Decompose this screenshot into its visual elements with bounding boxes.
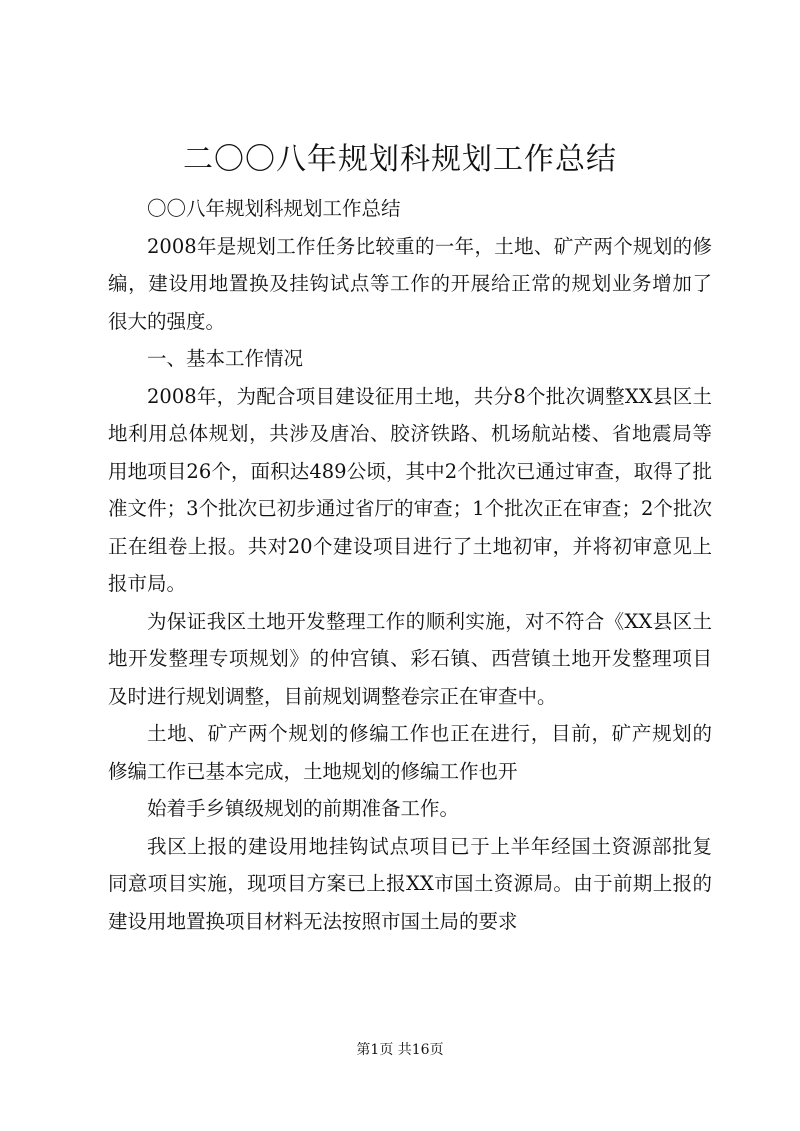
document-title: 二〇〇八年规划科规划工作总结	[183, 142, 617, 177]
paragraph-township-planning: 始着手乡镇级规划的前期准备工作。	[147, 797, 460, 820]
paragraph-land-development: 为保证我区土地开发整理工作的顺利实施，对不符合《XX县区土地开发整理专项规划》的仲宫镇、彩石镇、西营镇土地开发整理项目及时进行规划调整，目前规划调整卷宗正在审查中。	[108, 609, 712, 708]
paragraph-pilot-project: 我区上报的建设用地挂钩试点项目已于上半年经国土资源部批复同意项目实施，现项目方案已上报XX市国土资源局。由于前期上报的建设用地置换项目材料无法按照市国土局的要求	[108, 834, 712, 933]
document-body	[108, 190, 712, 940]
paragraph-subtitle: 〇〇八年规划科规划工作总结	[147, 197, 401, 220]
section-heading: 一、基本工作情况	[147, 347, 304, 370]
paragraph-plan-revision: 土地、矿产两个规划的修编工作也正在进行，目前，矿产规划的修编工作已基本完成，土地规划的修编工作也开	[108, 722, 712, 783]
paragraph-intro: 2008年是规划工作任务比较重的一年，土地、矿产两个规划的修编，建设用地置换及挂钩试点等工作的开展给正常的规划业务增加了很大的强度。	[108, 234, 712, 333]
page-footer: 第1页 共16页	[356, 1042, 444, 1058]
paragraph-land-planning: 2008年，为配合项目建设征用土地，共分8个批次调整XX县区土地利用总体规划，共涉及唐冶、胶济铁路、机场航站楼、省地震局等用地项目26个，面积达489公顷，其中2个批次已通过审查，取得了批准文件；3个批次已初步通过省厅的审查；1个批次正在审查；2个批次正在组卷上报。共对20个建设项目进行了土地初审，并将初审意见上报市局。	[108, 384, 712, 595]
